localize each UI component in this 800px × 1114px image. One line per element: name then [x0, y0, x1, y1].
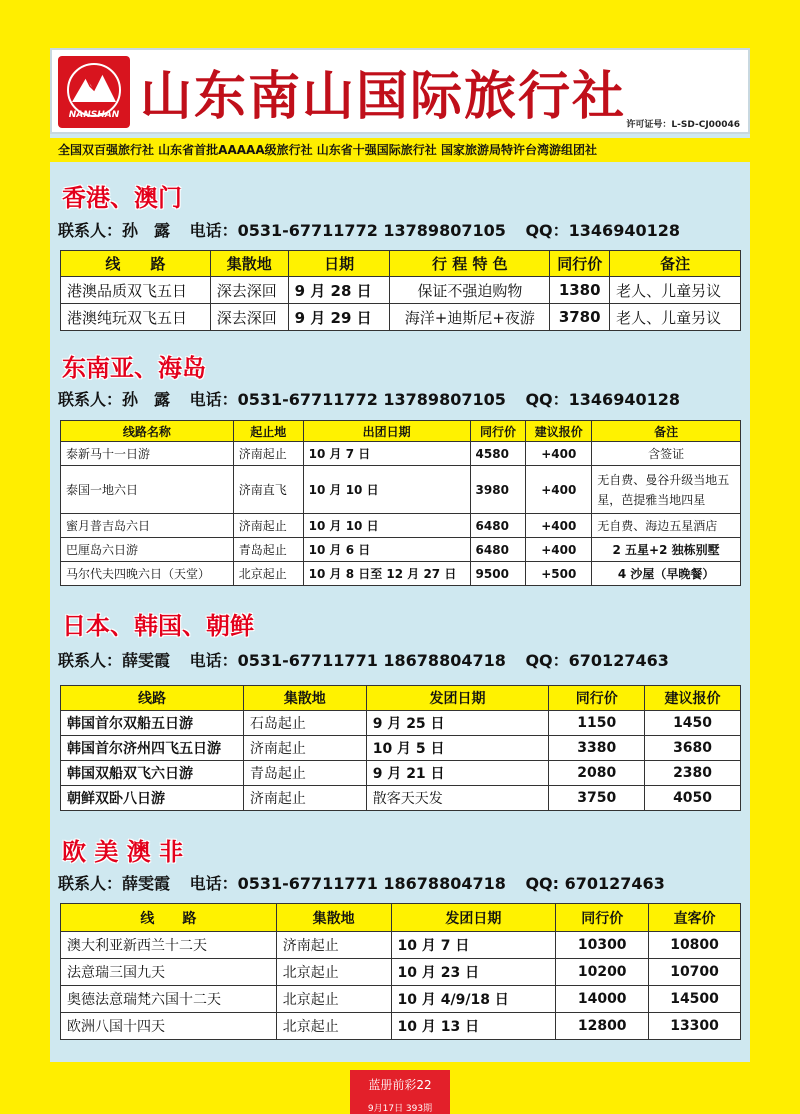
column-header: 同行价: [556, 904, 649, 932]
suggested-price: 2380: [645, 761, 741, 786]
page-number: 蓝册前彩22: [368, 1078, 432, 1092]
hub: 北京起止: [276, 959, 391, 986]
route-name: 韩国双船双飞六日游: [61, 761, 244, 786]
hub: 深去深回: [210, 277, 288, 304]
suggested-markup: +500: [526, 562, 592, 586]
table-row: [61, 1013, 741, 1040]
column-header: 集散地: [210, 251, 288, 277]
suggested-markup: +400: [526, 442, 592, 466]
feature: 保证不强迫购物: [390, 277, 550, 304]
route-name: 韩国首尔双船五日游: [61, 711, 244, 736]
start-end: 济南起止: [233, 514, 303, 538]
trade-price: 2080: [549, 761, 645, 786]
table-header-row: [61, 251, 741, 277]
column-header: 建议报价: [526, 421, 592, 442]
trade-price: 10300: [556, 932, 649, 959]
retail-price: 14500: [649, 986, 741, 1013]
date: 10 月 7 日: [303, 442, 470, 466]
column-header: 同行价: [550, 251, 610, 277]
date: 9 月 28 日: [288, 277, 390, 304]
table-row: [61, 736, 741, 761]
date: 10 月 10 日: [303, 466, 470, 514]
column-header: 出团日期: [303, 421, 470, 442]
route-name: 泰新马十一日游: [61, 442, 234, 466]
table-row: [61, 986, 741, 1013]
route-name: 巴厘岛六日游: [61, 538, 234, 562]
remark: 含签证: [592, 442, 741, 466]
date: 10 月 6 日: [303, 538, 470, 562]
column-header: 日期: [288, 251, 390, 277]
trade-price: 1150: [549, 711, 645, 736]
trade-price: 4580: [470, 442, 526, 466]
contact-phone: 电话：0531-67711771 18678804718: [189, 651, 506, 670]
trade-price: 3780: [550, 304, 610, 331]
start-end: 济南直飞: [233, 466, 303, 514]
date: 10 月 10 日: [303, 514, 470, 538]
route-name: 马尔代夫四晚六日（天堂）: [61, 562, 234, 586]
honors-line: 全国双百强旅行社 山东省首批AAAAA级旅行社 山东省十强国际旅行社 国家旅游局特许台湾游组团社: [50, 138, 750, 162]
contact-qq: QQ：1346940128: [525, 221, 680, 240]
trade-price: 6480: [470, 538, 526, 562]
agency-header: [50, 48, 750, 134]
hub: 青岛起止: [243, 761, 366, 786]
trade-price: 12800: [556, 1013, 649, 1040]
section-title-southeast-asia: 东南亚、海岛: [62, 354, 206, 382]
nanshan-logo: [58, 56, 130, 128]
section-title-europe-america: 欧 美 澳 非: [62, 838, 184, 866]
remark: 2 五星+2 独栋别墅: [592, 538, 741, 562]
route-name: 蜜月普吉岛六日: [61, 514, 234, 538]
table-row: [61, 538, 741, 562]
suggested-price: 1450: [645, 711, 741, 736]
table-row: [61, 562, 741, 586]
contact-person: 联系人：孙 露: [58, 221, 171, 240]
hub: 北京起止: [276, 986, 391, 1013]
hub: 北京起止: [276, 1013, 391, 1040]
contact-person: 联系人：薛雯霞: [58, 651, 171, 670]
hub: 济南起止: [276, 932, 391, 959]
trade-price: 9500: [470, 562, 526, 586]
route-name: 欧洲八国十四天: [61, 1013, 277, 1040]
contact-person: 联系人：孙 露: [58, 390, 171, 409]
remark: 老人、儿童另议: [610, 304, 741, 331]
date: 10 月 8 日至 12 月 27 日: [303, 562, 470, 586]
column-header: 行 程 特 色: [390, 251, 550, 277]
column-header: 集散地: [276, 904, 391, 932]
table-row: [61, 277, 741, 304]
feature: 海洋+迪斯尼+夜游: [390, 304, 550, 331]
table-row: [61, 514, 741, 538]
trade-price: 3750: [549, 786, 645, 811]
retail-price: 13300: [649, 1013, 741, 1040]
southeast-asia-table: [60, 420, 741, 586]
hub: 济南起止: [243, 736, 366, 761]
contact-phone: 电话：0531-67711772 13789807105: [189, 221, 506, 240]
column-header: 同行价: [470, 421, 526, 442]
route-name: 港澳纯玩双飞五日: [61, 304, 211, 331]
table-row: [61, 786, 741, 811]
date: 10 月 7 日: [391, 932, 556, 959]
table-header-row: [61, 421, 741, 442]
remark: 老人、儿童另议: [610, 277, 741, 304]
column-header: 备注: [610, 251, 741, 277]
suggested-markup: +400: [526, 538, 592, 562]
suggested-price: 3680: [645, 736, 741, 761]
route-name: 法意瑞三国九天: [61, 959, 277, 986]
contact-line: [58, 387, 694, 410]
column-header: 线 路: [61, 251, 211, 277]
table-header-row: [61, 686, 741, 711]
date: 9 月 29 日: [288, 304, 390, 331]
route-name: 泰国一地六日: [61, 466, 234, 514]
contact-line: [58, 648, 683, 671]
section-title-hk-macau: 香港、澳门: [62, 184, 182, 212]
trade-price: 3380: [549, 736, 645, 761]
column-header: 发团日期: [366, 686, 549, 711]
contact-line: [58, 218, 694, 241]
agency-name: 山东南山国际旅行社: [140, 67, 627, 127]
contact-person: 联系人：薛雯霞: [58, 874, 171, 893]
route-name: 韩国首尔济州四飞五日游: [61, 736, 244, 761]
hub: 石岛起止: [243, 711, 366, 736]
retail-price: 10800: [649, 932, 741, 959]
suggested-price: 4050: [645, 786, 741, 811]
column-header: 线 路: [61, 904, 277, 932]
europe-america-table: [60, 903, 741, 1040]
trade-price: 3980: [470, 466, 526, 514]
table-row: [61, 932, 741, 959]
issue-date: 9月17日 393期: [367, 1104, 433, 1114]
route-name: 澳大利亚新西兰十二天: [61, 932, 277, 959]
hk-macau-table: [60, 250, 741, 331]
table-row: [61, 761, 741, 786]
suggested-markup: +400: [526, 466, 592, 514]
table-header-row: [61, 904, 741, 932]
license-number: 许可证号：L-SD-CJ00046: [626, 120, 740, 130]
date: 9 月 21 日: [366, 761, 549, 786]
remark: 无自费、曼谷升级当地五星，芭提雅当地四星: [592, 466, 741, 514]
remark: 无自费、海边五星酒店: [592, 514, 741, 538]
route-name: 朝鲜双卧八日游: [61, 786, 244, 811]
column-header: 直客价: [649, 904, 741, 932]
hub: 深去深回: [210, 304, 288, 331]
logo-text: NANSHAN: [68, 110, 120, 120]
start-end: 济南起止: [233, 442, 303, 466]
column-header: 线路名称: [61, 421, 234, 442]
date: 10 月 13 日: [391, 1013, 556, 1040]
contact-qq: QQ：1346940128: [525, 390, 680, 409]
contact-phone: 电话：0531-67711772 13789807105: [189, 390, 506, 409]
date: 散客天天发: [366, 786, 549, 811]
contact-phone: 电话：0531-67711771 18678804718: [189, 874, 506, 893]
table-row: [61, 466, 741, 514]
date: 10 月 23 日: [391, 959, 556, 986]
start-end: 北京起止: [233, 562, 303, 586]
page-footer: [350, 1070, 450, 1114]
table-row: [61, 304, 741, 331]
route-name: 港澳品质双飞五日: [61, 277, 211, 304]
japan-korea-table: [60, 685, 741, 811]
column-header: 建议报价: [645, 686, 741, 711]
contact-qq: QQ：670127463: [525, 651, 669, 670]
date: 9 月 25 日: [366, 711, 549, 736]
table-row: [61, 959, 741, 986]
column-header: 同行价: [549, 686, 645, 711]
trade-price: 10200: [556, 959, 649, 986]
table-row: [61, 711, 741, 736]
column-header: 集散地: [243, 686, 366, 711]
column-header: 起止地: [233, 421, 303, 442]
hub: 济南起止: [243, 786, 366, 811]
date: 10 月 4/9/18 日: [391, 986, 556, 1013]
route-name: 奥德法意瑞梵六国十二天: [61, 986, 277, 1013]
column-header: 线路: [61, 686, 244, 711]
contact-qq: QQ: 670127463: [525, 874, 665, 893]
column-header: 发团日期: [391, 904, 556, 932]
remark: 4 沙屋（早晚餐）: [592, 562, 741, 586]
start-end: 青岛起止: [233, 538, 303, 562]
column-header: 备注: [592, 421, 741, 442]
trade-price: 6480: [470, 514, 526, 538]
section-title-japan-korea: 日本、韩国、朝鲜: [62, 612, 254, 640]
trade-price: 14000: [556, 986, 649, 1013]
retail-price: 10700: [649, 959, 741, 986]
trade-price: 1380: [550, 277, 610, 304]
date: 10 月 5 日: [366, 736, 549, 761]
table-row: [61, 442, 741, 466]
contact-line: [58, 871, 679, 894]
suggested-markup: +400: [526, 514, 592, 538]
